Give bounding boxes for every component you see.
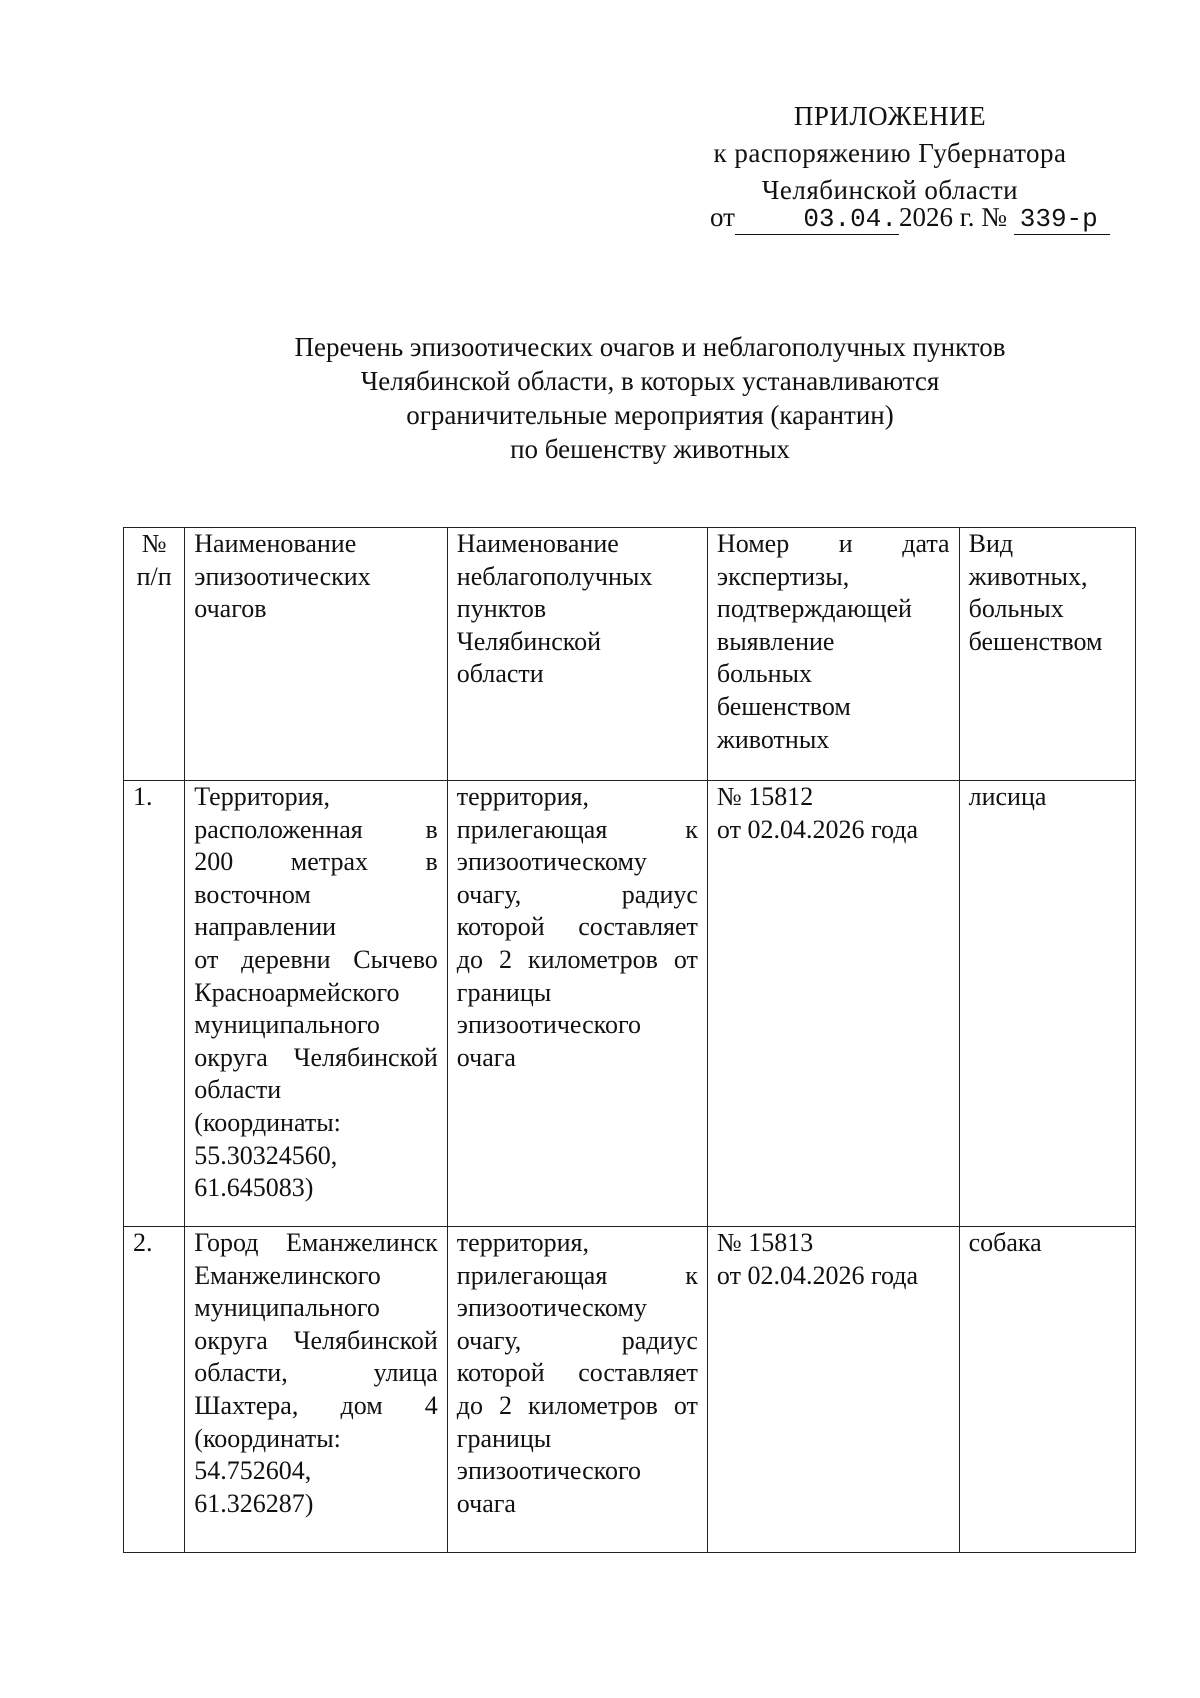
order-year-text: 2026 г. № [898,202,1007,232]
appendix-title: ПРИЛОЖЕНИЕ [793,101,987,131]
header-points: Наименование неблагополучных пунктов Челябинской области [447,528,707,781]
order-reference-line [710,202,1110,235]
row-foci: Город Еманжелинск Еманжелинского муниципального округа Челябинской области, улица Шахтера, дом 4 (координаты: 54.752604, 61.326287) [185,1227,448,1553]
table-header-row [124,528,1136,781]
heading-line-3: ограничительные мероприятия (карантин) [406,400,894,430]
row-points: территория, прилегающая к эпизоотическому очагу, радиус которой составляет до 2 километров от границы эпизоотического очага [447,781,707,1227]
appendix-block [660,98,1120,209]
quarantine-table [123,527,1136,1553]
table-row [124,781,1136,1227]
row-number: 1. [124,781,185,1227]
table-row [124,1227,1136,1553]
order-number: 339-р [1014,204,1110,235]
document-heading [200,330,1100,466]
order-date: 03.04. [735,204,899,235]
row-animal-kind: лисица [959,781,1135,1227]
header-expertise: Номер и дата экспертизы, подтверждающей выявление больных бешенством животных [707,528,959,781]
appendix-line-1: к распоряжению Губернатора [713,138,1067,168]
appendix-line-2: Челябинской области [761,175,1019,205]
heading-line-4: по бешенству животных [510,434,790,464]
row-expertise: № 15812 от 02.04.2026 года [707,781,959,1227]
header-foci: Наименование эпизоотических очагов [185,528,448,781]
heading-line-2: Челябинской области, в которых устанавливаются [360,366,940,396]
heading-line-1: Перечень эпизоотических очагов и неблагополучных пунктов [294,332,1006,362]
header-animal-kind: Вид животных, больных бешенством [959,528,1135,781]
header-number: № п/п [124,528,185,781]
row-expertise: № 15813 от 02.04.2026 года [707,1227,959,1553]
order-prefix: от [710,202,735,232]
row-number: 2. [124,1227,185,1553]
row-foci: Территория, расположенная в 200 метрах в восточном направлении от деревни Сычево Красноармейского муниципального округа Челябинской области (координаты: 55.30324560, 61.645083) [185,781,448,1227]
row-points: территория, прилегающая к эпизоотическому очагу, радиус которой составляет до 2 километров от границы эпизоотического очага [447,1227,707,1553]
row-animal-kind: собака [959,1227,1135,1553]
